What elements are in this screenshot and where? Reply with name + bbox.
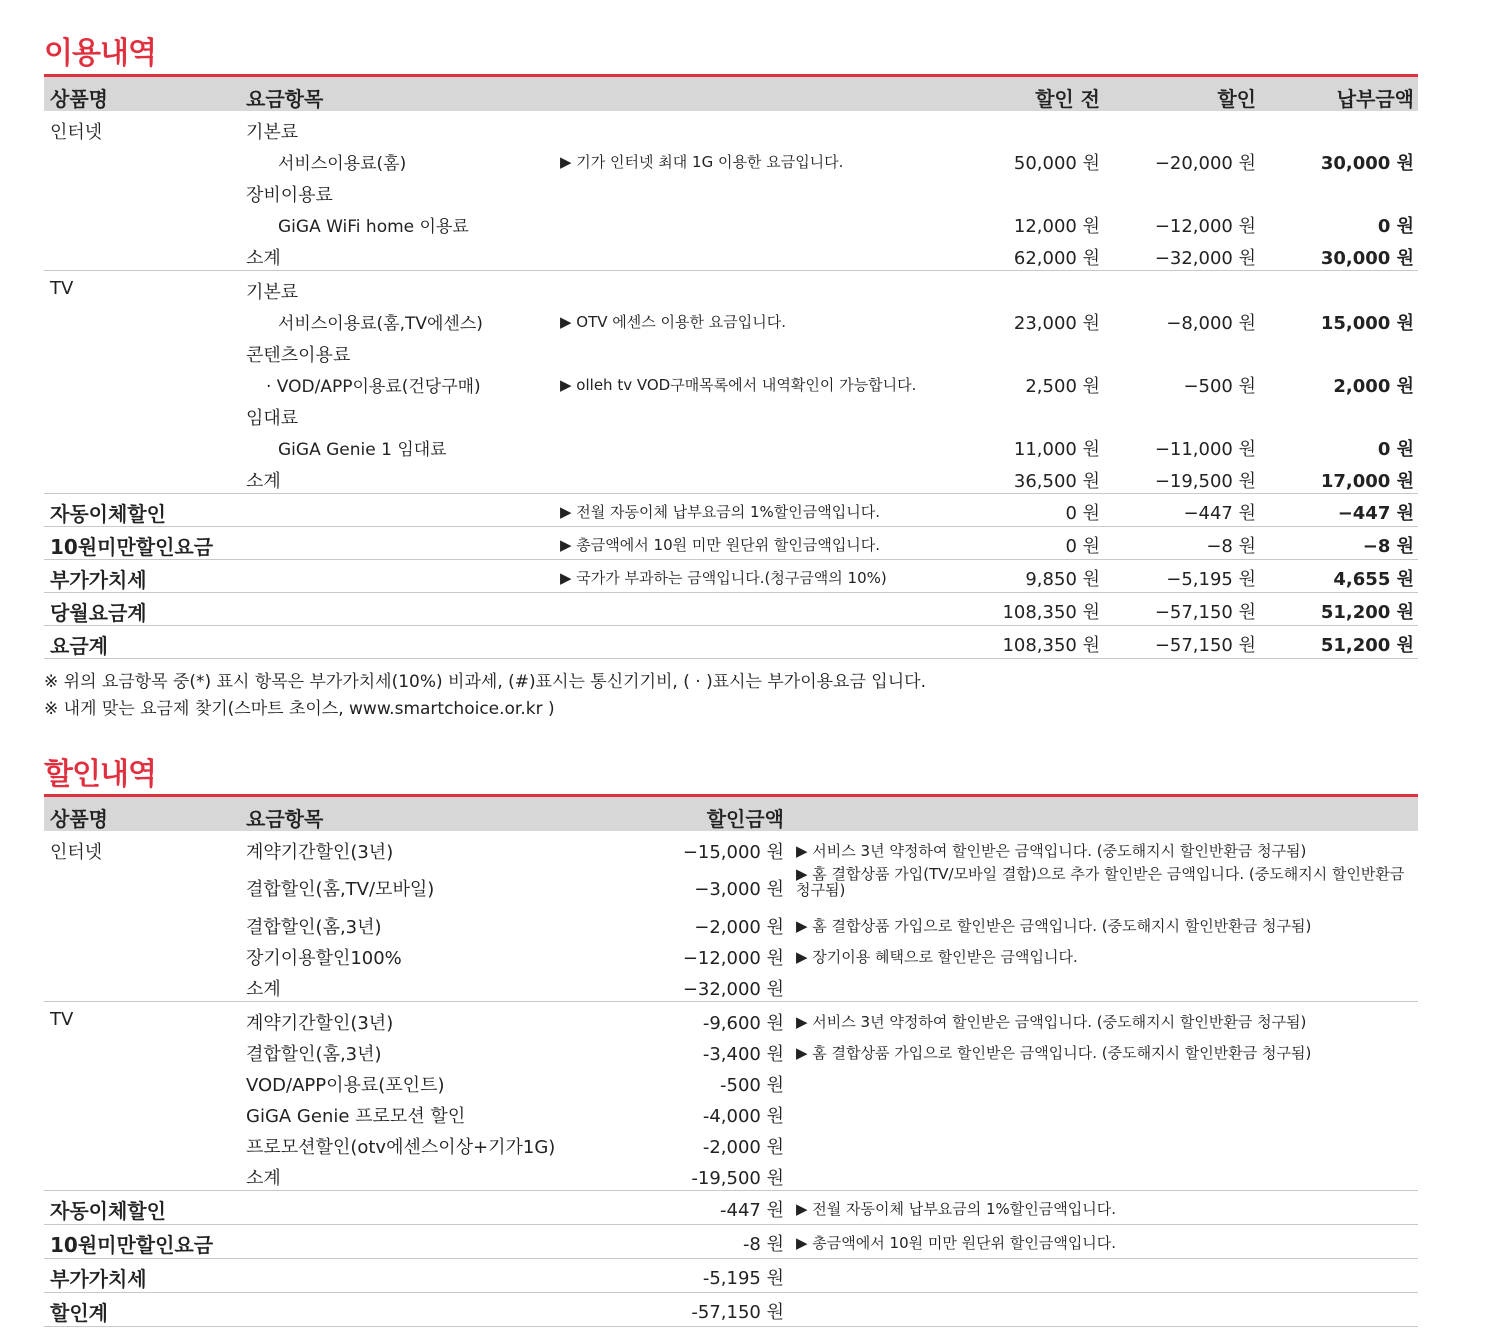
product-name: 인터넷 (50, 842, 103, 863)
product-name: 인터넷 (50, 122, 103, 143)
discount-amount: −8 원 (1206, 536, 1256, 557)
discount-amount: -3,400 원 (702, 1044, 784, 1065)
summary-label: 할인계 (50, 1301, 108, 1325)
discount-amount: −447 원 (1183, 503, 1256, 524)
table-row (44, 1128, 1418, 1159)
table-row (44, 367, 1418, 399)
summary-note: ▶ 전월 자동이체 납부요금의 1%할인금액입니다. (560, 503, 880, 521)
before-amount: 0 원 (1065, 536, 1100, 557)
discount-amount: -19,500 원 (691, 1168, 784, 1189)
before-amount: 2,500 원 (1025, 376, 1100, 397)
summary-note: ▶ 전월 자동이체 납부요금의 1%할인금액입니다. (796, 1200, 1116, 1218)
before-amount: 12,000 원 (1013, 216, 1100, 237)
discount-amount: −5,195 원 (1166, 569, 1256, 590)
table-row (44, 1004, 1418, 1035)
discount-item: 프로모션할인(otv에센스이상+기가1G) (246, 1137, 556, 1158)
product-group (44, 831, 1418, 1002)
pay-amount: 30,000 원 (1320, 153, 1414, 174)
table-row (44, 970, 1418, 1001)
summary-label: 자동이체할인 (50, 502, 166, 526)
summary-row (44, 626, 1418, 659)
discount-amount: −32,000 원 (682, 979, 784, 1000)
discount-amount: −15,000 원 (682, 842, 784, 863)
discount-amount: −20,000 원 (1154, 153, 1256, 174)
usage-footnote-2: ※ 내게 맞는 요금제 찾기(스마트 초이스, www.smartchoice.or.kr ) (44, 699, 555, 719)
before-amount: 23,000 원 (1013, 313, 1100, 334)
discount-amount: -500 원 (720, 1075, 784, 1096)
discount-amount: −57,150 원 (1154, 635, 1256, 656)
usage-section-title: 이용내역 (44, 36, 156, 71)
discount-item: 결합할인(홈,3년) (246, 1044, 382, 1065)
summary-row (44, 593, 1418, 626)
discount-amount: −8,000 원 (1166, 313, 1256, 334)
fee-item: 서비스이용료(홈,TV에센스) (278, 314, 483, 334)
summary-row (44, 560, 1418, 593)
discount-amount: −57,150 원 (1154, 602, 1256, 623)
discount-amount: -4,000 원 (702, 1106, 784, 1127)
pay-amount: 51,200 원 (1320, 635, 1414, 656)
pay-amount: 15,000 원 (1320, 313, 1414, 334)
summary-label: 10원미만할인요금 (50, 1233, 214, 1257)
discount-item: 계약기간할인(3년) (246, 842, 394, 863)
before-amount: 36,500 원 (1013, 471, 1100, 492)
summary-row (44, 527, 1418, 560)
table-row (44, 113, 1418, 144)
table-row (44, 462, 1418, 493)
discount-note: ▶ 홈 결합상품 가입으로 할인받은 금액입니다. (중도해지시 할인반환금 청구됨) (796, 917, 1312, 935)
discount-table-header (44, 797, 1418, 831)
summary-label: 요금계 (50, 634, 108, 658)
discount-amount: −19,500 원 (1154, 471, 1256, 492)
discount-item: 계약기간할인(3년) (246, 1013, 394, 1034)
discount-amount: −12,000 원 (1154, 216, 1256, 237)
before-amount: 108,350 원 (1002, 635, 1100, 656)
before-amount: 108,350 원 (1002, 602, 1100, 623)
header-amount: 할인금액 (706, 807, 784, 831)
discount-note: ▶ 서비스 3년 약정하여 할인받은 금액입니다. (중도해지시 할인반환금 청구됨) (796, 1013, 1307, 1031)
product-group (44, 271, 1418, 494)
summary-row (44, 1259, 1418, 1293)
discount-item: 소계 (246, 979, 281, 1000)
table-row (44, 833, 1418, 864)
summary-note: ▶ 총금액에서 10원 미만 원단위 할인금액입니다. (796, 1234, 1117, 1252)
header-product: 상품명 (50, 807, 108, 831)
discount-item: VOD/APP이용료(포인트) (246, 1075, 445, 1096)
table-row (44, 939, 1418, 970)
table-row (44, 1035, 1418, 1066)
before-amount: 62,000 원 (1013, 248, 1100, 269)
before-amount: 9,850 원 (1025, 569, 1100, 590)
fee-item: 임대료 (246, 408, 299, 429)
discount-amount: -57,150 원 (691, 1302, 784, 1323)
table-row (44, 273, 1418, 304)
table-row (44, 1097, 1418, 1128)
discount-item: 소계 (246, 1168, 281, 1189)
discount-item: GiGA Genie 프로모션 할인 (246, 1106, 466, 1127)
pay-amount: −447 원 (1337, 503, 1414, 524)
table-row (44, 207, 1418, 239)
pay-amount: 0 원 (1377, 216, 1414, 237)
discount-note: ▶ 홈 결합상품 가입(TV/모바일 결합)으로 추가 할인받은 금액입니다. (중도해지시 할인반환금 청구됨) (796, 865, 1405, 899)
pay-amount: 4,655 원 (1333, 569, 1414, 590)
fee-item: 서비스이용료(홈) (278, 154, 407, 174)
summary-row (44, 1225, 1418, 1259)
summary-row (44, 1191, 1418, 1225)
discount-item: 결합할인(홈,3년) (246, 917, 382, 938)
summary-row (44, 494, 1418, 527)
discount-note: ▶ 서비스 3년 약정하여 할인받은 금액입니다. (중도해지시 할인반환금 청구됨) (796, 842, 1307, 860)
table-row (44, 336, 1418, 367)
before-amount: 11,000 원 (1013, 439, 1100, 460)
discount-item: 결합할인(홈,TV/모바일) (246, 879, 435, 900)
fee-item: GiGA WiFi home 이용료 (278, 217, 469, 237)
discount-amount: −11,000 원 (1154, 439, 1256, 460)
header-before: 할인 전 (1035, 87, 1100, 111)
summary-label: 부가가치세 (50, 568, 147, 592)
discount-amount: −500 원 (1183, 376, 1256, 397)
pay-amount: 51,200 원 (1320, 602, 1414, 623)
discount-note: ▶ 장기이용 혜택으로 할인받은 금액입니다. (796, 948, 1078, 966)
fee-item: 장비이용료 (246, 185, 333, 206)
table-row (44, 864, 1418, 908)
discount-amount: −32,000 원 (1154, 248, 1256, 269)
product-group (44, 111, 1418, 271)
pay-amount: 2,000 원 (1333, 376, 1414, 397)
table-row (44, 908, 1418, 939)
discount-amount: −12,000 원 (682, 948, 784, 969)
table-row (44, 144, 1418, 176)
table-row (44, 239, 1418, 270)
fee-item: 소계 (246, 471, 281, 492)
table-row (44, 304, 1418, 336)
summary-label: 당월요금계 (50, 601, 147, 625)
discount-amount: -447 원 (720, 1200, 784, 1221)
usage-table (44, 74, 1418, 659)
usage-footnote-1: ※ 위의 요금항목 중(*) 표시 항목은 부가가치세(10%) 비과세, (#)표시는 통신기기비, ( · )표시는 부가이용요금 입니다. (44, 672, 926, 692)
pay-amount: 17,000 원 (1320, 471, 1414, 492)
fee-item: · VOD/APP이용료(건당구매) (266, 377, 481, 397)
fee-item: 소계 (246, 248, 281, 269)
product-name: TV (50, 1009, 74, 1030)
summary-row (44, 1293, 1418, 1327)
discount-note: ▶ 홈 결합상품 가입으로 할인받은 금액입니다. (중도해지시 할인반환금 청구됨) (796, 1044, 1312, 1062)
header-item: 요금항목 (246, 807, 324, 831)
before-amount: 0 원 (1065, 503, 1100, 524)
table-row (44, 1066, 1418, 1097)
summary-note: ▶ 총금액에서 10원 미만 원단위 할인금액입니다. (560, 536, 881, 554)
summary-label: 10원미만할인요금 (50, 535, 214, 559)
pay-amount: 0 원 (1377, 439, 1414, 460)
fee-item: 기본료 (246, 122, 299, 143)
product-name: TV (50, 278, 74, 299)
discount-section-title: 할인내역 (44, 757, 156, 792)
discount-amount: -9,600 원 (702, 1013, 784, 1034)
fee-note: ▶ olleh tv VOD구매목록에서 내역확인이 가능합니다. (560, 376, 917, 394)
fee-item: GiGA Genie 1 임대료 (278, 440, 447, 460)
table-row (44, 1159, 1418, 1190)
usage-table-header (44, 77, 1418, 111)
discount-amount: -5,195 원 (702, 1268, 784, 1289)
pay-amount: −8 원 (1362, 536, 1414, 557)
before-amount: 50,000 원 (1013, 153, 1100, 174)
fee-note: ▶ OTV 에센스 이용한 요금입니다. (560, 313, 786, 331)
fee-item: 기본료 (246, 282, 299, 303)
discount-amount: −3,000 원 (694, 879, 784, 900)
header-product: 상품명 (50, 87, 108, 111)
product-group (44, 1002, 1418, 1191)
discount-amount: −2,000 원 (694, 917, 784, 938)
table-row (44, 430, 1418, 462)
discount-amount: -8 원 (742, 1234, 784, 1255)
pay-amount: 30,000 원 (1320, 248, 1414, 269)
summary-label: 자동이체할인 (50, 1199, 166, 1223)
table-row (44, 176, 1418, 207)
fee-note: ▶ 기가 인터넷 최대 1G 이용한 요금입니다. (560, 153, 844, 171)
header-discount: 할인 (1217, 87, 1256, 111)
discount-item: 장기이용할인100% (246, 948, 402, 969)
header-item: 요금항목 (246, 87, 324, 111)
header-pay: 납부금액 (1336, 87, 1414, 111)
discount-amount: -2,000 원 (702, 1137, 784, 1158)
table-row (44, 399, 1418, 430)
summary-label: 부가가치세 (50, 1267, 147, 1291)
discount-table (44, 794, 1418, 1327)
summary-note: ▶ 국가가 부과하는 금액입니다.(청구금액의 10%) (560, 569, 887, 587)
fee-item: 콘텐츠이용료 (246, 345, 351, 366)
